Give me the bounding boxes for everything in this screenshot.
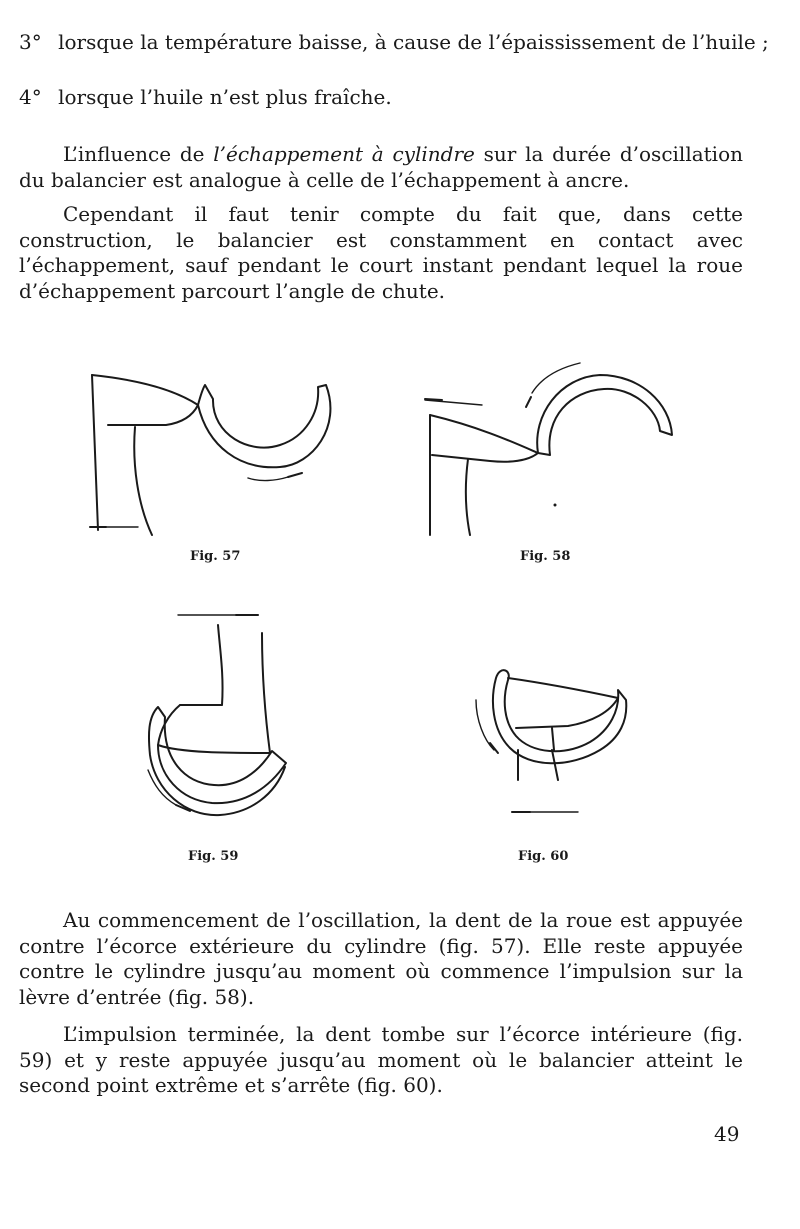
figure-58-caption: Fig. 58: [520, 549, 571, 564]
figure-58-drawing: [420, 355, 700, 545]
list-item-3: [19, 30, 769, 55]
list-text: lorsque l’huile n’est plus fraîche.: [58, 85, 392, 109]
paragraph-1-end: sur la durée d’oscillation du balancier est analogue à celle de l’échappement à ancre.: [19, 142, 743, 192]
figure-59-drawing: [140, 605, 320, 830]
paragraph-4: L’impulsion terminée, la dent tombe sur l’écorce intérieure (fig. 59) et y reste appuyée jusqu’au moment où le balancier atteint le second point extrême et s’arrête (fig. 60).: [19, 1022, 743, 1097]
paragraph-1-start: L’influence de: [63, 142, 214, 166]
list-item-4: [19, 85, 392, 110]
paragraph-1-emphasis: l’échappement à cylindre: [213, 142, 475, 166]
paragraph-1: [19, 142, 743, 193]
figure-60-drawing: [460, 650, 650, 825]
figure-57-drawing: [80, 355, 360, 545]
page-number: 49: [714, 1122, 740, 1146]
figure-57-caption: Fig. 57: [190, 549, 241, 564]
figure-60-caption: Fig. 60: [518, 849, 569, 864]
figure-59-caption: Fig. 59: [188, 849, 239, 864]
list-number: 4°: [19, 85, 42, 109]
list-text: lorsque la température baisse, à cause de l’épaississement de l’huile ;: [58, 30, 769, 54]
list-number: 3°: [19, 30, 42, 54]
paragraph-3: Au commencement de l’oscillation, la dent de la roue est appuyée contre l’écorce extérieure du cylindre (fig. 57). Elle reste appuyée contre le cylindre jusqu’au moment où commence l’impulsion sur la lèvre d’entrée (fig. 58).: [19, 908, 743, 1009]
paragraph-2: Cependant il faut tenir compte du fait que, dans cette construction, le balancier est constamment en contact avec l’échappement, sauf pendant le court instant pendant lequel la roue d’échappement parcourt l’angle de chute.: [19, 202, 743, 303]
